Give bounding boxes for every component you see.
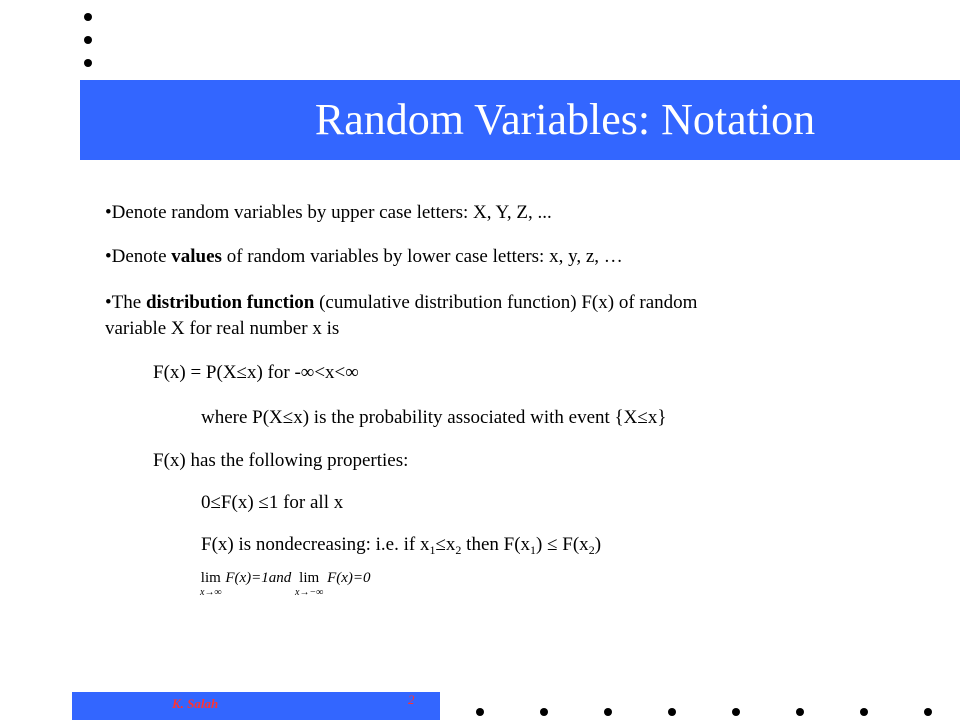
footer-bar xyxy=(72,692,440,720)
definition-line: F(x) = P(X≤x) for -∞<x<∞ xyxy=(153,362,359,383)
bullet-2: •Denote values of random variables by lower case letters: x, y, z, … xyxy=(105,246,623,267)
decor-dot xyxy=(732,708,740,716)
bullet-3-continued: variable X for real number x is xyxy=(105,318,340,339)
slide-title: Random Variables: Notation xyxy=(314,95,816,144)
decor-dot xyxy=(84,13,92,21)
decor-dot xyxy=(540,708,548,716)
limit-equation xyxy=(200,570,371,598)
property-2: F(x) is nondecreasing: i.e. if $x_1\le x_2$ then $F(x_1) \le F(x_2)$ xyxy=(201,534,602,557)
where-line: where P(X≤x) is the probability associated with event {X≤x} xyxy=(201,407,667,428)
page-number: 2 xyxy=(408,692,415,707)
title-bar xyxy=(80,80,960,160)
decor-dot xyxy=(796,708,804,716)
decor-dot xyxy=(84,36,92,44)
limit-2-expr: F(x)=0 xyxy=(327,570,371,586)
limit-1-expr: F(x)=1 xyxy=(225,570,269,586)
decor-dot xyxy=(604,708,612,716)
decor-dot xyxy=(924,708,932,716)
decor-dot xyxy=(476,708,484,716)
decor-dot xyxy=(84,59,92,67)
properties-header: F(x) has the following properties: xyxy=(153,450,409,471)
property-1: 0≤F(x) ≤1 for all x xyxy=(201,492,344,513)
decor-dot xyxy=(668,708,676,716)
footer-author: K. Salah xyxy=(172,696,219,711)
limit-2: lim x→−∞ xyxy=(295,570,324,598)
bullet-1: •Denote random variables by upper case letters: X, Y, Z, ... xyxy=(105,202,552,223)
bullet-3: •The distribution function (cumulative distribution function) F(x) of random xyxy=(105,292,698,313)
and-word: and xyxy=(268,570,292,586)
limit-1: lim x→∞ xyxy=(200,570,222,598)
decor-dot xyxy=(860,708,868,716)
